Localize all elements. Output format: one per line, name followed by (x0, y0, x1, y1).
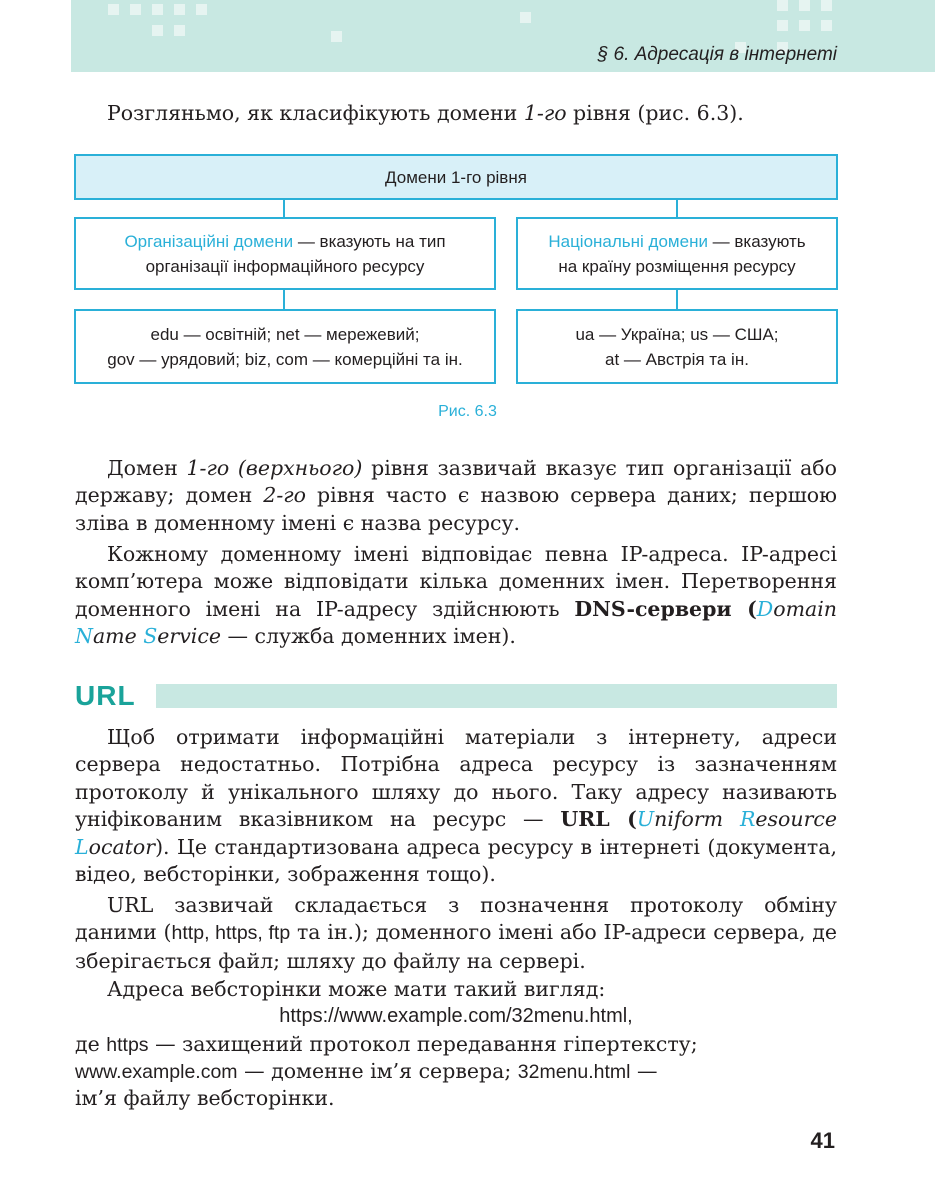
decor-square (152, 25, 163, 36)
example-explanation-line3: ім’я файлу вебсторінки. (75, 1086, 335, 1110)
diagram-box-text (575, 322, 778, 372)
figure-caption: Рис. 6.3 (438, 403, 497, 420)
diagram-national-examples-box (516, 309, 838, 384)
text-run: at — Австрія та ін. (605, 349, 749, 369)
connector-line (676, 198, 678, 218)
text-run: рівня часто є назвою сервера даних; першою зліва в доменному імені є назва ресурсу. (75, 483, 837, 535)
text-run: gov — урядовий; biz, com — комерційні та ін. (107, 349, 463, 369)
text-run: — доменне ім’я сервера; (237, 1059, 518, 1083)
example-url: https://www.example.com/32menu.html, (279, 1005, 633, 1027)
text-run: — захищений протокол передавання гіпертексту; (148, 1032, 698, 1056)
connector-line (283, 198, 285, 218)
text-run: URL зазвичай складається з позначення протоколу обміну даними ( (75, 893, 837, 945)
paragraph-example-intro: Адреса вебсторінки може мати такий вигляд: (107, 977, 606, 1001)
decor-square (821, 0, 832, 11)
text-run: ( (609, 807, 637, 832)
decor-square (152, 4, 163, 15)
connector-line (283, 289, 285, 310)
example-explanation-line1 (75, 1031, 837, 1059)
term-dns-servers: DNS-сервери (574, 596, 732, 621)
paragraph-url-parts (75, 892, 837, 975)
protocol-name: https (106, 1034, 149, 1056)
text-run: та ін.); доменного імені або IP-адреси сервера, де зберігається файл; шляху до файлу на сервері. (75, 920, 838, 973)
term-national-domains: Національні домени (548, 231, 708, 251)
protocol-list: http, https, ftp (171, 922, 291, 945)
decor-square (174, 4, 185, 15)
text-run: — (630, 1059, 658, 1083)
section-heading-bar (156, 684, 837, 708)
diagram-national-domains-box (516, 217, 838, 290)
text-run-italic: ame (92, 624, 144, 649)
text-run: Щоб отримати інформаційні матеріали з інтернету, адреси сервера недостатньо. Потрібна адреса ресурсу із зазначенням протоколу й унікального шляху до нього. Таку адресу називають уніфікованим вказівником на ресурс — (75, 725, 837, 832)
text-run: — вказують (707, 231, 806, 251)
text-run: Кожному доменному імені відповідає певна IP-адреса. IP-адресі комп’ютера може відповідати кілька доменних імен. Перетворення доменного імені на IP-адресу здійснюють (75, 542, 837, 621)
paragraph-domain-levels (75, 455, 837, 537)
text-run-italic: niform (654, 807, 740, 832)
acronym-letter: N (75, 624, 93, 649)
acronym-letter: D (756, 596, 774, 621)
text-run: Домен (107, 456, 187, 480)
domain-name: www.example.com (75, 1061, 238, 1083)
decor-square (520, 12, 531, 23)
acronym-letter: S (143, 624, 158, 649)
diagram-box-text (124, 229, 445, 279)
intro-paragraph (75, 100, 837, 127)
text-run: рівня (рис. 6.3). (566, 101, 744, 125)
decor-square (331, 31, 342, 42)
decor-square (799, 0, 810, 11)
text-run-italic: ocator (88, 834, 156, 859)
running-header: § 6. Адресація в інтернеті (597, 44, 837, 65)
text-run: ). Це стандартизована адреса ресурсу в інтернеті (документа, відео, вебсторінки, зображення тощо). (75, 834, 837, 887)
text-run: організації інформаційного ресурсу (145, 256, 425, 276)
diagram-top-box (74, 154, 838, 200)
text-run-italic: 2-го (263, 483, 306, 508)
decor-square (777, 0, 788, 11)
acronym-letter: L (75, 834, 89, 859)
text-run: edu — освітній; net — мережевий; (150, 324, 420, 344)
section-heading-url: URL (75, 680, 136, 711)
text-run-italic: 1-го (верхнього) (186, 456, 363, 480)
paragraph-dns (75, 541, 837, 651)
text-run: на країну розміщення ресурсу (558, 256, 796, 276)
term-org-domains: Організаційні домени (124, 231, 294, 251)
text-run: Розгляньмо, як класифікують домени (107, 101, 524, 125)
example-explanation-line2 (75, 1058, 837, 1086)
text-run-italic: 1-го (523, 101, 567, 125)
diagram-org-domains-box (74, 217, 496, 290)
text-run-italic: esource (755, 807, 837, 832)
diagram-box-text (107, 322, 462, 372)
paragraph-url-definition (75, 724, 837, 888)
file-name: 32menu.html (517, 1061, 631, 1083)
decor-square (196, 4, 207, 15)
decor-square (821, 20, 832, 31)
term-url: URL (560, 807, 610, 832)
text-run-italic: omain (773, 596, 837, 621)
text-run: — служба доменних імен). (220, 624, 516, 649)
decor-square (130, 4, 141, 15)
text-run: — вказують на тип (293, 231, 446, 251)
diagram-org-examples-box (74, 309, 496, 384)
text-run: де (75, 1032, 107, 1056)
acronym-letter: R (739, 807, 756, 832)
decor-square (799, 20, 810, 31)
connector-line (676, 289, 678, 310)
decor-square (174, 25, 185, 36)
decor-square (777, 20, 788, 31)
text-run: рівня зазвичай вказує тип організації або державу; домен (75, 456, 837, 508)
text-run: ( (731, 596, 757, 621)
acronym-letter: U (636, 807, 655, 832)
page-number: 41 (810, 1128, 835, 1153)
text-run-italic: ervice (157, 624, 221, 649)
decor-square (108, 4, 119, 15)
diagram-top-label: Домени 1-го рівня (385, 167, 527, 187)
text-run: ua — Україна; us — США; (575, 324, 779, 344)
diagram-box-text (548, 229, 805, 279)
